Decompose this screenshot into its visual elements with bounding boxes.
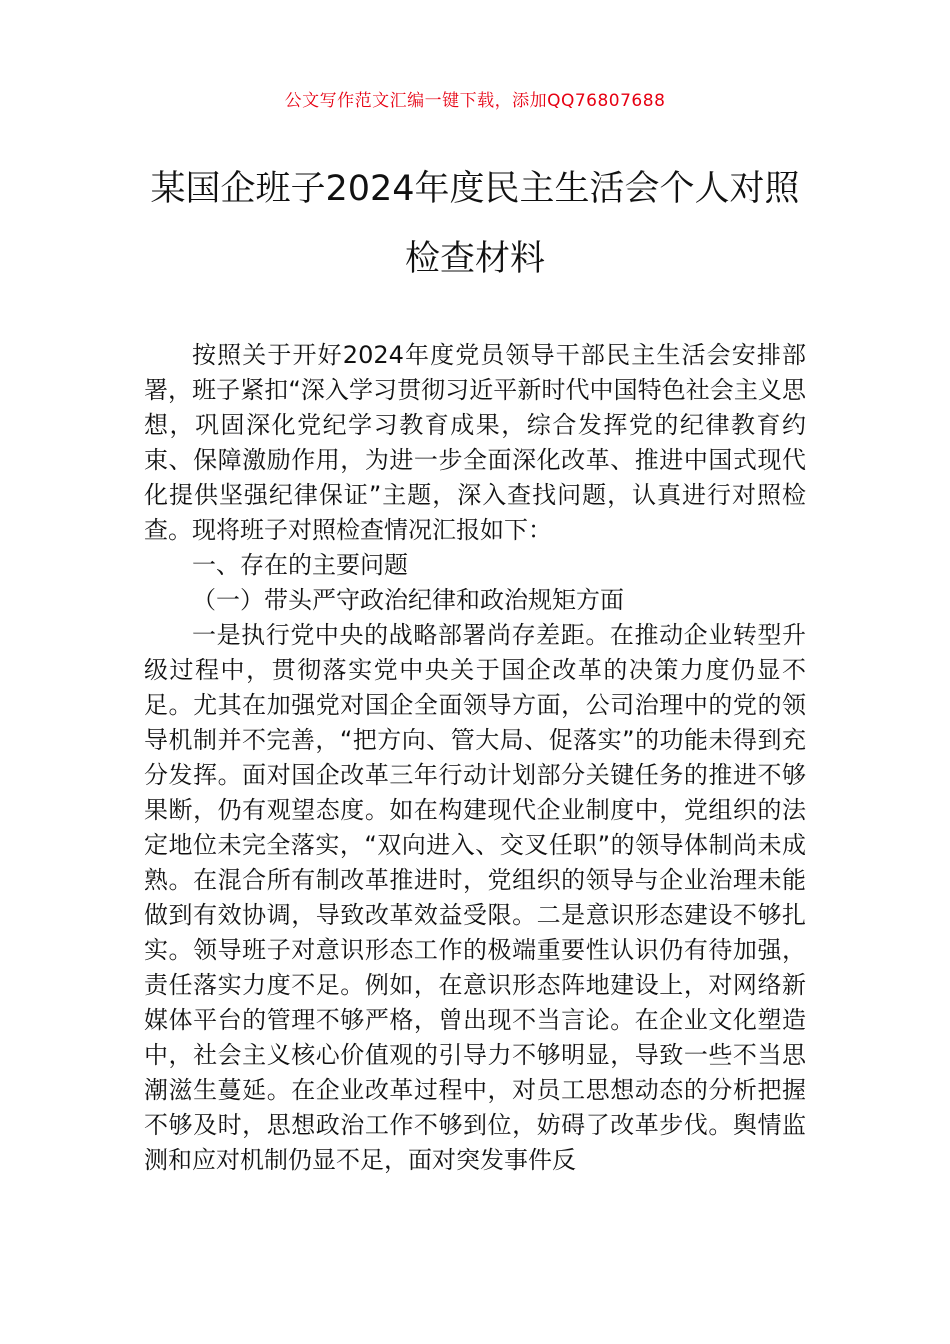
title-line-2: 检查材料: [404, 239, 545, 279]
intro-paragraph: 按照关于开好2024年度党员领导干部民主生活会安排部署，班子紧扣“深入学习贯彻习近平新时代中国特色社会主义思想，巩固深化党纪学习教育成果，综合发挥党的纪律教育约束、保障激励作用，为进一步全面深化改革、推进中国式现代化提供坚强纪律保证”主题，深入查找问题，认真进行对照检查。现将班子对照检查情况汇报如下：: [144, 341, 806, 544]
title-line-1: 某国企班子2024年度民主生活会个人对照: [150, 169, 800, 209]
document-body: [144, 338, 806, 1178]
body-paragraph-1: 一是执行党中央的战略部署尚存差距。在推动企业转型升级过程中，贯彻落实党中央关于国企改革的决策力度仍显不足。尤其在加强党对国企全面领导方面，公司治理中的党的领导机制并不完善，“把方向、管大局、促落实”的功能未得到充分发挥。面对国企改革三年行动计划部分关键任务的推进不够果断，仍有观望态度。如在构建现代企业制度中，党组织的法定地位未完全落实，“双向进入、交叉任职”的领导体制尚未成熟。在混合所有制改革推进时，党组织的领导与企业治理未能做到有效协调，导致改革效益受限。二是意识形态建设不够扎实。领导班子对意识形态工作的极端重要性认识仍有待加强，责任落实力度不足。例如，在意识形态阵地建设上，对网络新媒体平台的管理不够严格，曾出现不当言论。在企业文化塑造中，社会主义核心价值观的引导力不够明显，导致一些不当思潮滋生蔓延。在企业改革过程中，对员工思想动态的分析把握不够及时，思想政治工作不够到位，妨碍了改革步伐。舆情监测和应对机制仍显不足，面对突发事件反: [144, 621, 806, 1174]
header-promo-note: 公文写作范文汇编一键下载，添加QQ76807688: [284, 91, 666, 111]
subsection-heading-1: （一）带头严守政治纪律和政治规矩方面: [192, 586, 624, 614]
document-title: [120, 154, 830, 294]
section-heading-1: 一、存在的主要问题: [192, 551, 408, 579]
